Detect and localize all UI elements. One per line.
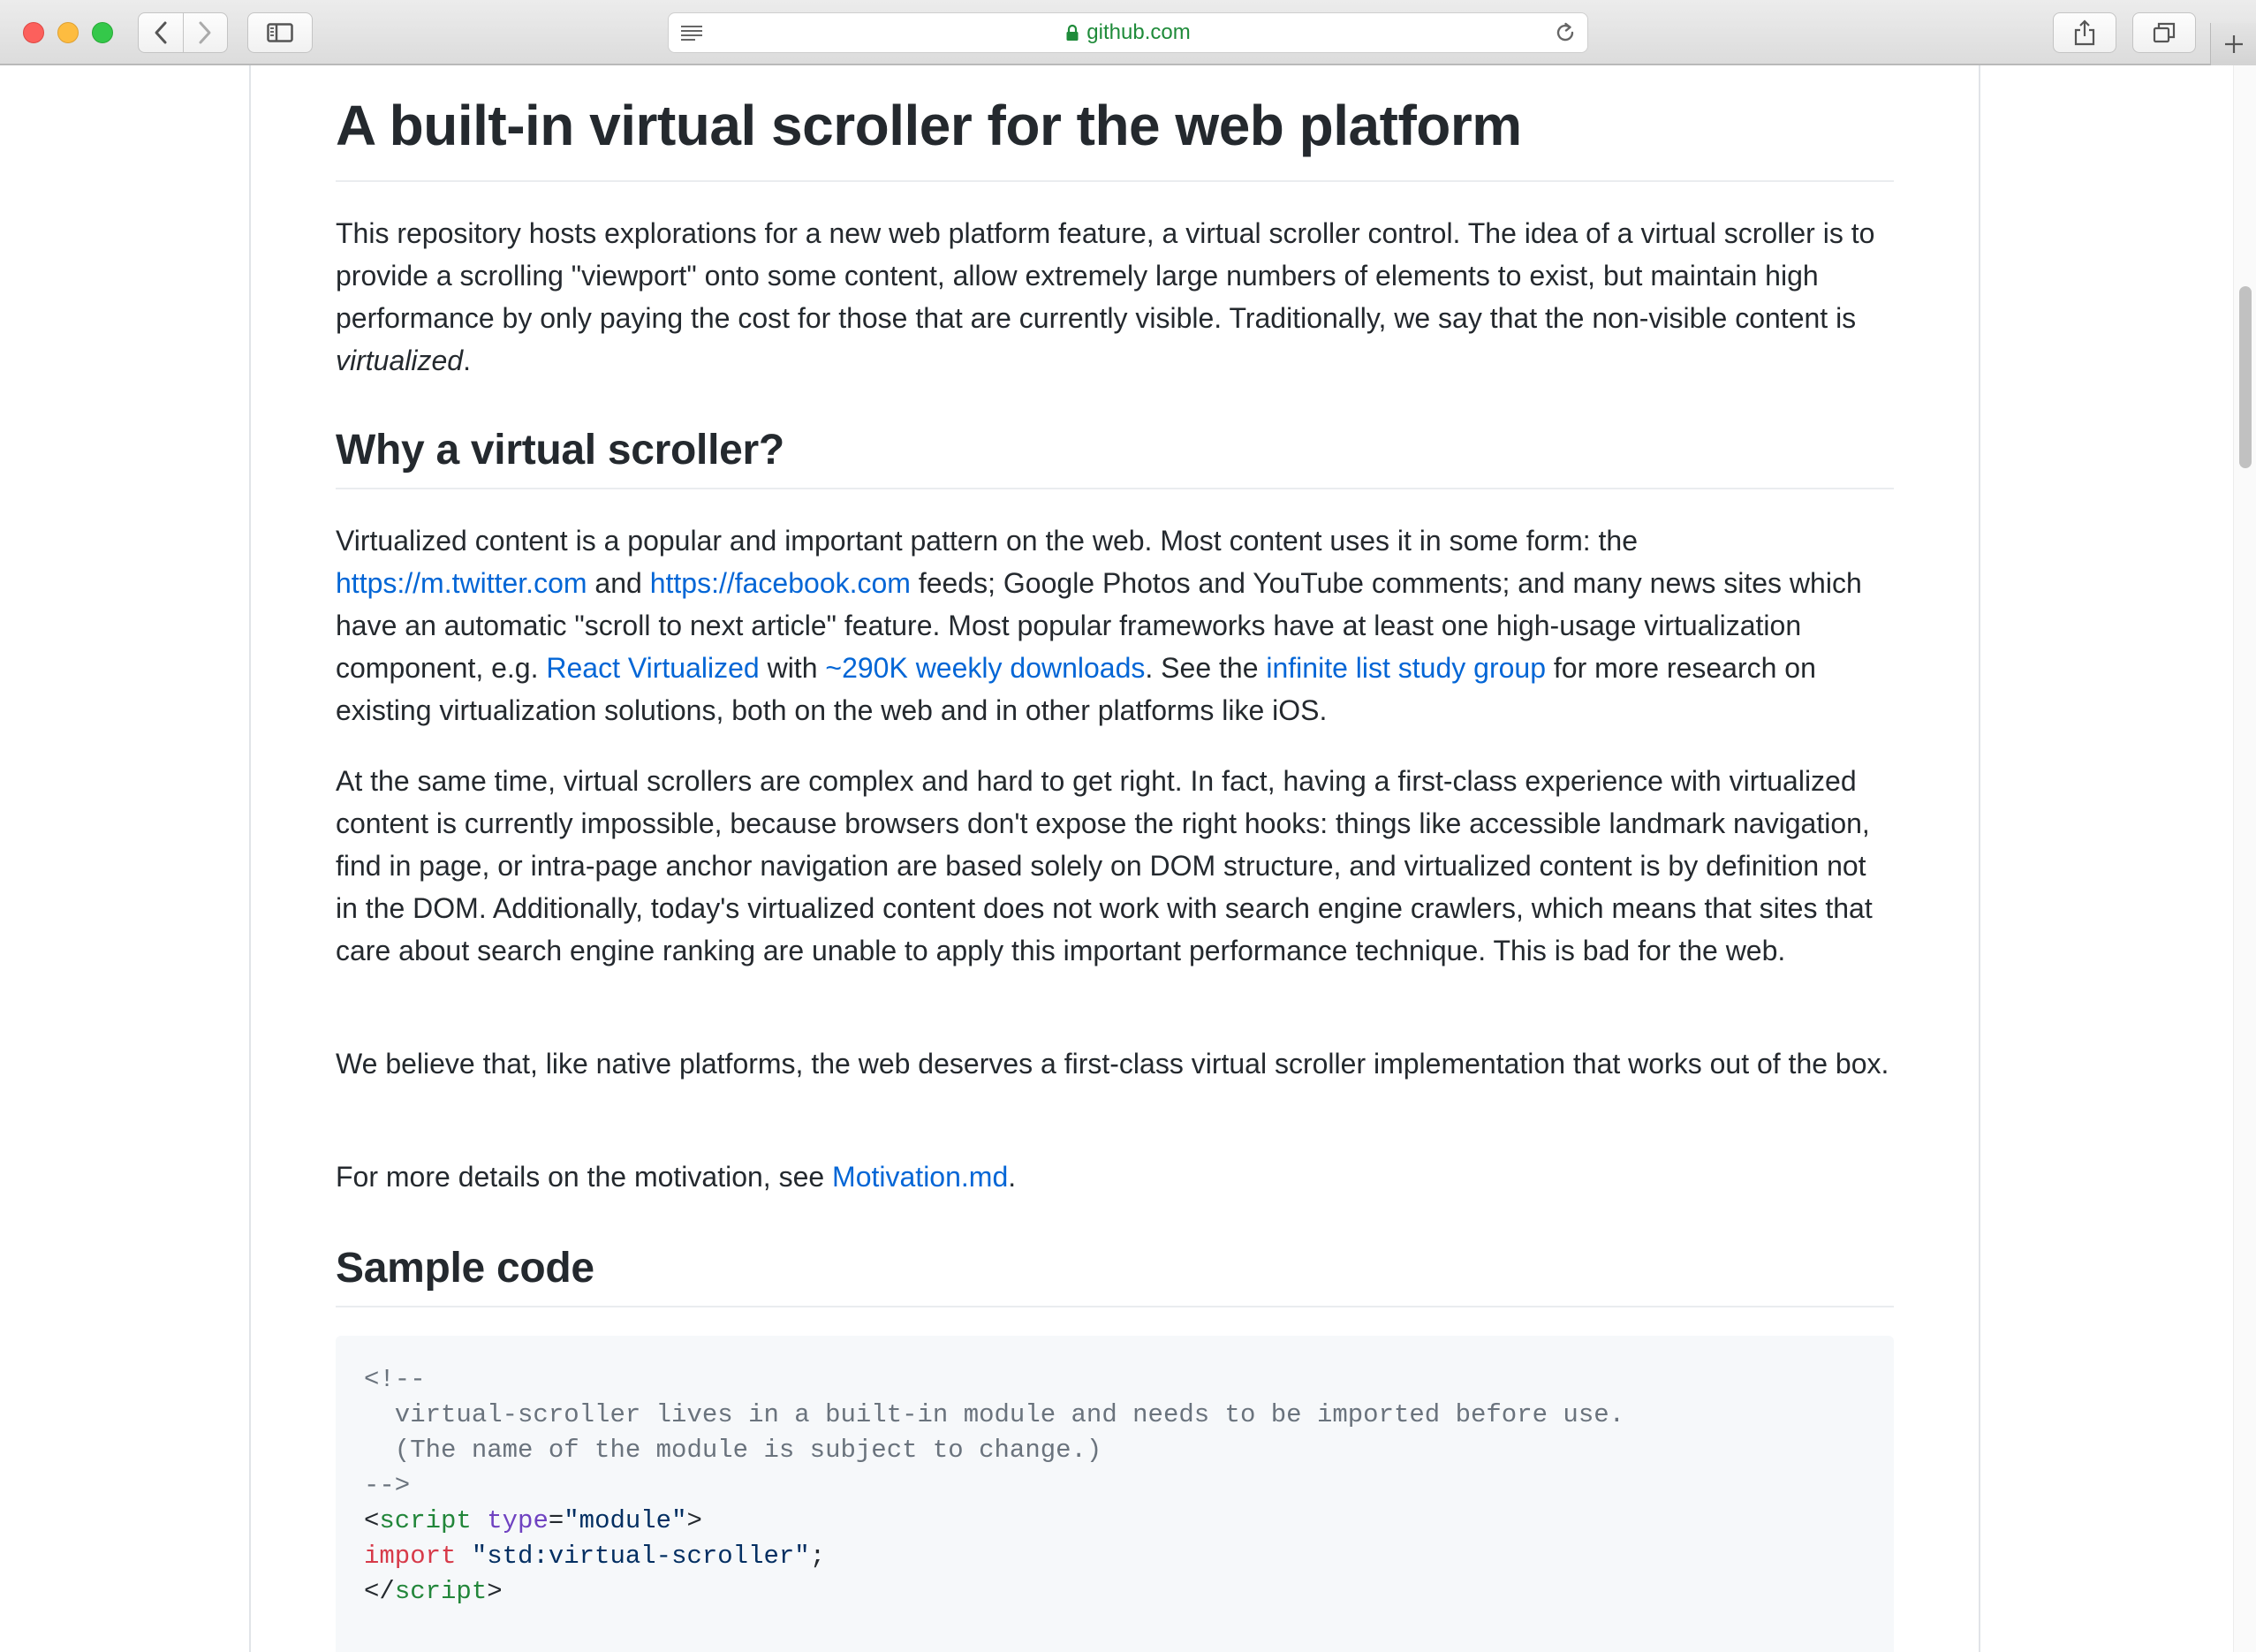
why-paragraph-3: We believe that, like native platforms, the web deserves a first-class virtual scroller implementation that works out of the box. [336, 1048, 1889, 1080]
why-divider [336, 488, 1894, 489]
web-page [0, 65, 2256, 1652]
show-tabs-button[interactable] [2132, 12, 2196, 53]
history-navigation [138, 12, 228, 53]
code-line-1: <!-- [364, 1365, 426, 1394]
url-text: github.com [1086, 20, 1191, 44]
page-title: A built-in virtual scroller for the web platform [336, 94, 1522, 157]
browser-toolbar [0, 0, 2256, 65]
code-line-2: virtual-scroller lives in a built-in module and needs to be imported before use. [364, 1400, 1625, 1429]
code-line-4: --> [364, 1471, 411, 1500]
vertical-scrollbar[interactable] [2233, 65, 2256, 1652]
react-virtualized-link[interactable]: React Virtualized [546, 652, 760, 684]
code-line-6: import "std:virtual-scroller"; [364, 1542, 826, 1571]
forward-button[interactable] [183, 13, 228, 52]
facebook-link[interactable]: https://facebook.com [649, 567, 911, 599]
intro-paragraph: This repository hosts explorations for a new web platform feature, a virtual scroller control. The idea of a virtual scroller is to provide a scrolling "viewport" onto some content, allow extremely large numbers of elements to exist, but maintain high performance by only paying the cost for those that are currently visible. Traditionally, we say that the non-visible content is virtualized. [336, 217, 1875, 376]
lock-icon [1065, 24, 1079, 42]
sidebar-button[interactable] [247, 12, 313, 53]
plus-icon [2223, 34, 2245, 55]
share-button[interactable] [2053, 12, 2116, 53]
code-block [336, 1336, 1894, 1652]
motivation-link[interactable]: Motivation.md [832, 1161, 1009, 1193]
address-bar[interactable] [668, 12, 1588, 53]
tabs-icon [2153, 22, 2176, 43]
sidebar-icon [267, 23, 293, 42]
sample-divider [336, 1306, 1894, 1307]
study-group-link[interactable]: infinite list study group [1266, 652, 1546, 684]
twitter-link[interactable]: https://m.twitter.com [336, 567, 587, 599]
code-line-7: </script> [364, 1577, 503, 1606]
why-paragraph-2: At the same time, virtual scrollers are complex and hard to get right. In fact, having a first-class experience with virtualized content is currently impossible, because browsers don't expose the right hooks: things like accessible landmark navigation, find in page, or intra-page anchor navigation are based solely on DOM structure, and virtualized content is by definition not in the DOM. Additionally, today's virtualized content does not work with search engine crawlers, which means that sites that care about search engine ranking are unable to apply this important performance technique. This is bad for the web. [336, 765, 1873, 966]
scrollbar-thumb[interactable] [2239, 286, 2252, 468]
back-button[interactable] [139, 13, 183, 52]
share-icon [2074, 19, 2095, 46]
minimize-window-button[interactable] [57, 22, 79, 43]
code-line-5: <script type="module"> [364, 1506, 702, 1535]
new-tab-button[interactable] [2210, 23, 2256, 65]
chevron-right-icon [197, 20, 213, 45]
why-heading: Why a virtual scroller? [336, 427, 784, 474]
close-window-button[interactable] [23, 22, 44, 43]
why-paragraph-4: For more details on the motivation, see Motivation.md. [336, 1161, 1017, 1193]
intro-emphasis: virtualized [336, 345, 464, 376]
title-divider [336, 180, 1894, 182]
reload-icon[interactable] [1554, 21, 1577, 44]
code-line-3: (The name of the module is subject to change.) [364, 1436, 1102, 1465]
weekly-downloads-link[interactable]: ~290K weekly downloads [825, 652, 1146, 684]
zoom-window-button[interactable] [92, 22, 113, 43]
url-display [669, 13, 1587, 52]
why-paragraph-1: Virtualized content is a popular and important pattern on the web. Most content uses it in some form: the https://m.twitter.com and https://facebook.com feeds; Google Photos and YouTube comments; and many news sites which have an automatic "scroll to next article" feature. Most popular frameworks have at least one high-usage virtualization component, e.g. React Virtualized with ~290K weekly downloads. See the infinite list study group for more research on existing virtualization solutions, both on the web and in other platforms like iOS. [336, 525, 1862, 726]
chevron-left-icon [153, 20, 169, 45]
sample-code-heading: Sample code [336, 1245, 594, 1292]
